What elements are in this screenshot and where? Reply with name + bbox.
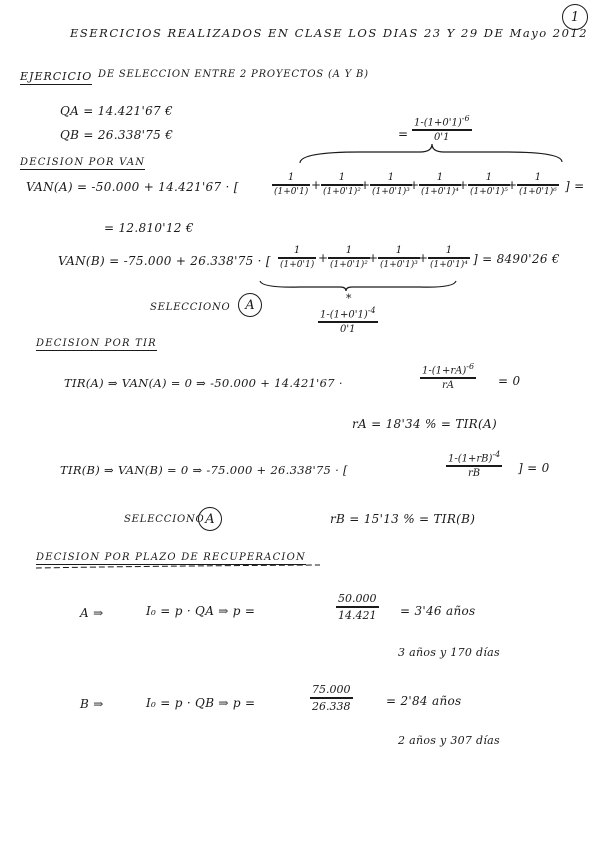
van-b-plus: + xyxy=(368,251,379,265)
van-a-term-den: (1+0'1)⁵ xyxy=(470,186,508,197)
tir-b-fraction xyxy=(446,450,502,479)
van-a-plus: + xyxy=(507,178,518,192)
tir-a-frac-den: rA xyxy=(442,379,455,391)
van-b-plus: + xyxy=(418,251,429,265)
van-a-term-den: (1+0'1)⁴ xyxy=(421,186,459,197)
van-a-term-num: 1 xyxy=(338,172,346,183)
van-b-term-2 xyxy=(328,245,370,270)
van-a-term-1 xyxy=(272,172,310,197)
van-select-circle xyxy=(238,293,262,317)
van-b-term-4 xyxy=(428,245,470,270)
payback-a-num: 50.000 xyxy=(338,592,377,605)
van-b-term-num: 1 xyxy=(293,245,301,256)
van-b-term-3 xyxy=(378,245,420,270)
annuity-top-eq: = xyxy=(398,127,409,141)
van-select-choice: A xyxy=(245,297,255,313)
van-a-term-num: 1 xyxy=(485,172,493,183)
tir-b-eq: ] = 0 xyxy=(518,461,550,475)
tir-b-lead: TIR(B) ⇒ VAN(B) = 0 ⇒ -75.000 + 26.338'75 · [ xyxy=(60,463,348,477)
van-a-term-den: (1+0'1) xyxy=(274,186,309,197)
tir-a-frac-num: 1-(1+rA) xyxy=(422,365,467,377)
flow-qa: QA = 14.421'67 € xyxy=(60,104,173,118)
van-b-term-den: (1+0'1)⁴ xyxy=(430,259,468,270)
van-a-plus: + xyxy=(409,178,420,192)
tir-heading: DECISION POR TIR xyxy=(36,338,157,349)
van-b-term-num: 1 xyxy=(395,245,403,256)
payback-a-fraction xyxy=(336,592,379,622)
van-a-lead: VAN(A) = -50.000 + 14.421'67 · [ xyxy=(26,180,239,194)
annuity-b-num: 1-(1+0'1) xyxy=(320,309,368,321)
payback-a-formula: I₀ = p · QA ⇒ p = xyxy=(146,604,256,618)
van-a-term-den: (1+0'1)³ xyxy=(372,186,410,197)
van-a-plus: + xyxy=(458,178,469,192)
tir-a-frac-exp: -6 xyxy=(466,362,475,371)
van-b-term-num: 1 xyxy=(345,245,353,256)
van-a-term-6 xyxy=(517,172,559,197)
van-a-close: ] = xyxy=(565,179,585,193)
page-number: 1 xyxy=(570,9,580,25)
ejercicio-label: EJERCICIO xyxy=(20,70,93,83)
payback-b-num: 75.000 xyxy=(312,683,351,696)
van-select-label: SELECCIONO xyxy=(150,302,231,313)
van-a-plus: + xyxy=(360,178,371,192)
tir-a-lead: TIR(A) ⇒ VAN(A) = 0 ⇒ -50.000 + 14.421'67 · xyxy=(64,376,343,390)
payback-a-detail: 3 años y 170 días xyxy=(398,646,500,659)
annuity-top-exp: -6 xyxy=(461,114,470,123)
van-a-term-num: 1 xyxy=(534,172,542,183)
tir-b-frac-den: rB xyxy=(468,467,481,479)
van-b-close: ] = 8490'26 € xyxy=(473,252,560,266)
van-b-term-den: (1+0'1)³ xyxy=(380,259,418,270)
tir-b-result: rB = 15'13 % = TIR(B) xyxy=(330,512,476,526)
van-b-brace xyxy=(260,281,456,291)
annuity-top-den: 0'1 xyxy=(434,131,450,143)
tir-b-frac-num: 1-(1+rB) xyxy=(448,453,493,465)
van-a-term-num: 1 xyxy=(387,172,395,183)
van-a-term-num: 1 xyxy=(436,172,444,183)
van-b-term-den: (1+0'1) xyxy=(280,259,315,270)
van-a-term-3 xyxy=(370,172,412,197)
payback-a-den: 14.421 xyxy=(338,608,377,622)
van-a-term-den: (1+0'1)² xyxy=(323,186,361,197)
van-a-plus: + xyxy=(311,178,322,192)
payback-a-result: = 3'46 años xyxy=(400,604,476,618)
flow-qb: QB = 26.338'75 € xyxy=(60,128,174,142)
van-b-term-num: 1 xyxy=(445,245,453,256)
payback-b-den: 26.338 xyxy=(312,699,351,713)
payback-b-fraction xyxy=(310,683,353,713)
annuity-b-den: 0'1 xyxy=(340,323,356,335)
van-heading: DECISION POR VAN xyxy=(20,157,146,168)
van-a-brace xyxy=(300,144,562,163)
tir-a-fraction xyxy=(420,362,476,391)
ejercicio-text: DE SELECCION ENTRE 2 PROYECTOS (A Y B) xyxy=(98,69,369,80)
annuity-top-num: 1-(1+0'1) xyxy=(414,117,462,129)
annuity-top-fraction xyxy=(412,114,472,143)
tir-select-choice: A xyxy=(205,511,215,527)
page-title: ESERCICIOS REALIZADOS EN CLASE LOS DIAS 23 Y 29 DE Mayo 2012 xyxy=(70,26,589,40)
van-b-lead: VAN(B) = -75.000 + 26.338'75 · [ xyxy=(58,254,271,268)
van-b-plus: + xyxy=(318,251,329,265)
van-a-term-5 xyxy=(468,172,510,197)
van-b-star: * xyxy=(346,292,352,305)
tir-a-eq: = 0 xyxy=(498,374,521,388)
van-a-term-den: (1+0'1)⁶ xyxy=(519,186,557,197)
payback-b-formula: I₀ = p · QB ⇒ p = xyxy=(146,696,256,710)
van-a-result: = 12.810'12 € xyxy=(104,221,194,235)
van-b-term-den: (1+0'1)² xyxy=(330,259,368,270)
annuity-b-fraction xyxy=(318,306,378,335)
payback-underline xyxy=(36,565,320,568)
payback-b-detail: 2 años y 307 días xyxy=(398,734,500,747)
payback-b-result: = 2'84 años xyxy=(386,694,462,708)
van-b-term-1 xyxy=(278,245,316,270)
van-a-term-4 xyxy=(419,172,461,197)
tir-select-circle xyxy=(198,507,222,531)
payback-heading: DECISION POR PLAZO DE RECUPERACION xyxy=(36,552,306,563)
payback-a-label: A ⇒ xyxy=(80,606,104,620)
tir-b-frac-exp: -4 xyxy=(492,450,501,459)
van-a-term-2 xyxy=(321,172,363,197)
van-a-term-num: 1 xyxy=(287,172,295,183)
tir-select-label: SELECCIONO xyxy=(124,514,205,525)
payback-b-label: B ⇒ xyxy=(80,697,104,711)
annuity-b-exp: -4 xyxy=(367,306,376,315)
tir-a-result: rA = 18'34 % = TIR(A) xyxy=(352,417,497,431)
